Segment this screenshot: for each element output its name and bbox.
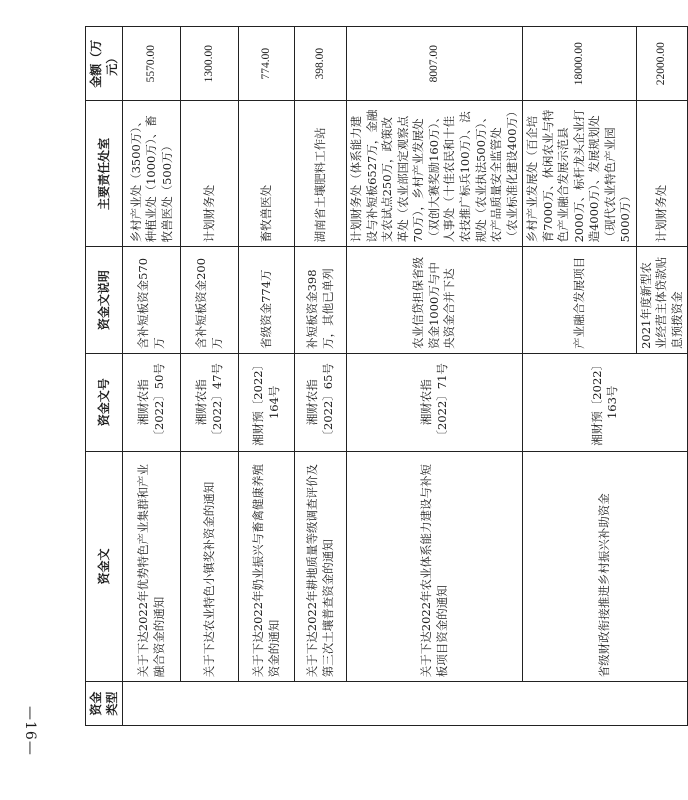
table-header-row [86,27,123,726]
amount-cell: 398.00 [295,27,347,101]
amount-cell: 5570.00 [123,27,181,101]
fund-document-cell: 关于下达2022年优势特色产业集群和产业融合资金的通知 [123,451,181,682]
responsible-unit-cell: 计划财务处 [636,101,688,247]
document-number-cell: 湘财农指〔2022〕47号 [181,353,239,451]
document-description-cell: 产业融合发展项目 [523,247,637,354]
table-row [181,27,239,726]
header-amount: 金额（万元） [86,27,123,101]
header-responsible-unit: 主要责任处室 [86,101,123,247]
amount-cell: 18000.00 [523,27,637,101]
header-document-number: 资金文号 [86,353,123,451]
page-number: —16— [22,706,38,756]
fund-document-cell: 关于下达2022年奶业振兴与畜禽健康养殖资金的通知 [239,451,295,682]
fund-type-cell [123,682,688,726]
responsible-unit-cell: 乡村产业处（3500万）、种植业处（1000万）、畜牧兽医处（500万） [123,101,181,247]
amount-cell: 22000.00 [636,27,688,101]
fund-document-cell: 关于下达2022年耕地质量等级调查评价及第三次土壤普查资金的通知 [295,451,347,682]
amount-cell: 774.00 [239,27,295,101]
document-number-cell: 湘财农指〔2022〕71号 [347,353,523,451]
responsible-unit-cell: 畜牧兽医处 [239,101,295,247]
header-fund-type: 资金类型 [86,682,123,726]
table-row [295,27,347,726]
table-row [123,27,181,726]
funds-table-sheet [85,26,684,726]
document-description-cell: 含补短板资金570万 [123,247,181,354]
table-row [347,27,523,726]
document-description-cell: 含补短板资金200万 [181,247,239,354]
amount-cell: 8007.00 [347,27,523,101]
fund-document-cell: 关于下达2022年农业体系能力建设与补短板项目资金的通知 [347,451,523,682]
header-fund-document: 资金文 [86,451,123,682]
document-description-cell: 省级资金774万 [239,247,295,354]
document-number-cell: 湘财预〔2022〕164号 [239,353,295,451]
document-description-cell: 2021年度新型农业经营主体贷款贴息预拨资金 [636,247,688,354]
document-number-cell: 湘财农指〔2022〕50号 [123,353,181,451]
header-document-description: 资金文说明 [86,247,123,354]
table-row [239,27,295,726]
document-number-cell: 湘财农指〔2022〕65号 [295,353,347,451]
document-description-cell: 农业信贷担保省级资金1000万与中央资金合并下达 [347,247,523,354]
document-number-cell: 湘财预〔2022〕163号 [523,353,688,451]
responsible-unit-cell: 乡村产业发展处（百企培育7000万、休闲农业与特色产业融合发展示范县2000万、标杆龙头企业打造4000万）、发展规划处（现代农业特色产业园5000万） [523,101,637,247]
document-description-cell: 补短板资金398万，其他已单列 [295,247,347,354]
fund-document-cell: 关于下达农业特色小镇奖补资金的通知 [181,451,239,682]
responsible-unit-cell: 湖南省土壤肥料工作站 [295,101,347,247]
fund-document-cell: 省级财政衔接推进乡村振兴补助资金 [523,451,688,682]
funds-table [85,26,688,726]
responsible-unit-cell: 计划财务处 [181,101,239,247]
amount-cell: 1300.00 [181,27,239,101]
responsible-unit-cell: 计划财务处（体系能力建设与补短板6527万，金融支农试点250万，政策改革处（农业部国定观察点70万），乡村产业发展处（双创大赛奖励160万）、人事处（十佳农民和十佳农技推广标兵100万）、法规处（农业执法500万）、农产品质量安全监管处（农业标准化建设400万） [347,101,523,247]
table-row [523,27,637,726]
